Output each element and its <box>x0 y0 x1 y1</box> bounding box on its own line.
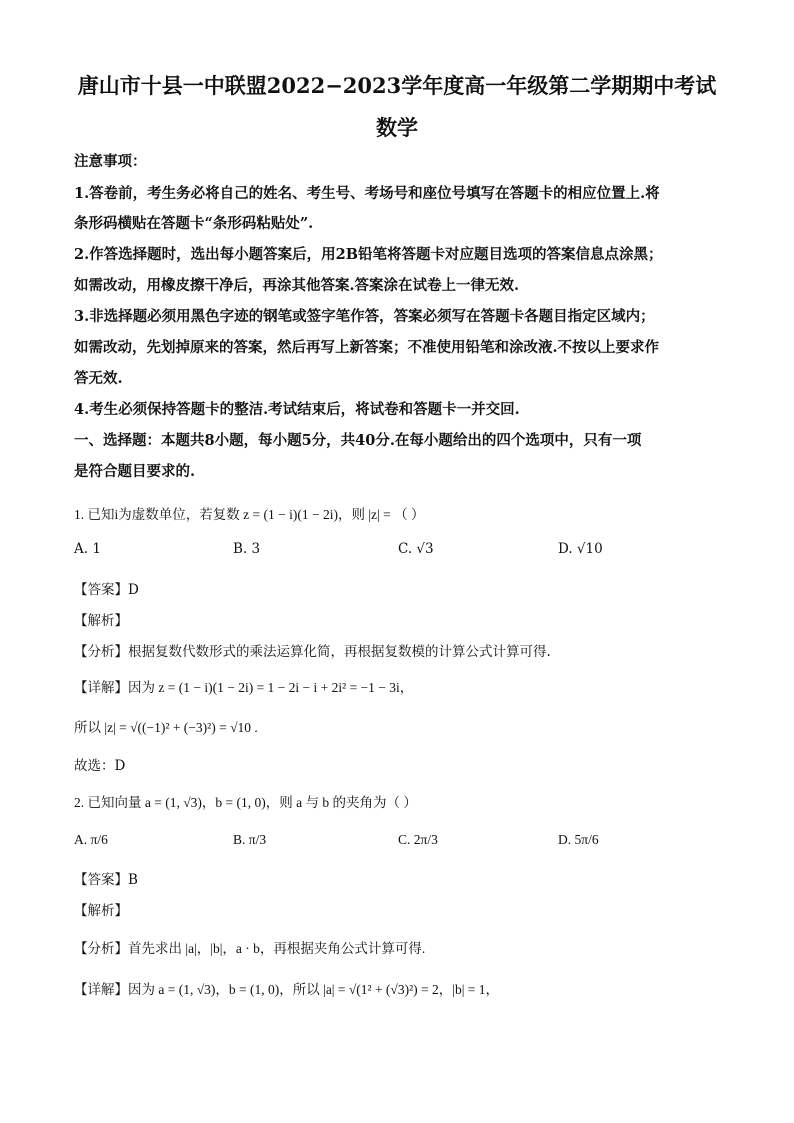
question-1-stem: 1. 已知i为虚数单位，若复数 z = (1 − i)(1 − 2i)，则 |z| = （ ） <box>74 507 425 522</box>
exam-title: 唐山市十县一中联盟2022−2023学年度高一年级第二学期期中考试 <box>77 73 717 98</box>
notice-line: 4.考生必须保持答题卡的整洁.考试结束后，将试卷和答题卡一并交回. <box>74 401 520 418</box>
q1-option-d: D. √10 <box>558 541 603 557</box>
q1-answer: 【答案】D <box>74 582 139 598</box>
question-2-stem: 2. 已知向量 a = (1, √3)，b = (1, 0)，则 a 与 b 的夹角为（ ） <box>74 795 417 810</box>
q2-analysis: 【分析】首先求出 |a|，|b|，a · b，再根据夹角公式计算可得. <box>74 941 426 956</box>
notice-line: 如需改动，用橡皮擦干净后，再涂其他答案.答案涂在试卷上一律无效. <box>74 277 520 294</box>
q1-analysis-label: 【解析】 <box>74 613 128 629</box>
q2-option-d: D. 5π/6 <box>558 832 599 847</box>
q1-option-c: C. √3 <box>398 541 434 557</box>
notice-line: 3.非选择题必须用黑色字迹的钢笔或签字笔作答，答案必须写在答题卡各题目指定区域内； <box>74 308 655 325</box>
q2-option-b: B. π/3 <box>233 832 267 847</box>
notice-line: 2.作答选择题时，选出每小题答案后，用2B铅笔将答题卡对应题目选项的答案信息点涂黑； <box>74 246 663 263</box>
q2-detail: 【详解】因为 a = (1, √3)，b = (1, 0)，所以 |a| = √(1² + (√3)²) = 2，|b| = 1， <box>74 982 500 997</box>
q1-detail: 【详解】因为 z = (1 − i)(1 − 2i) = 1 − 2i − i + 2i² = −1 − 3i， <box>74 680 414 695</box>
q1-analysis: 【分析】根据复数代数形式的乘法运算化简，再根据复数模的计算公式计算可得. <box>74 644 551 660</box>
q2-option-a: A. π/6 <box>74 832 108 847</box>
exam-subject: 数学 <box>376 115 418 140</box>
q1-modulus: 所以 |z| = √((−1)² + (−3)²) = √10 . <box>74 720 258 735</box>
section-heading: 一、选择题：本题共8小题，每小题5分，共40分.在每小题给出的四个选项中，只有一项 <box>74 432 642 449</box>
q2-analysis-label: 【解析】 <box>74 903 128 919</box>
notice-line: 1.答卷前，考生务必将自己的姓名、考生号、考场号和座位号填写在答题卡的相应位置上.将 <box>74 185 660 202</box>
section-heading-cont: 是符合题目要求的. <box>74 463 196 480</box>
q1-choice: 故选：D <box>74 758 126 774</box>
q2-option-c: C. 2π/3 <box>398 832 438 847</box>
notice-line: 答无效. <box>74 370 123 387</box>
notice-line: 如需改动，先划掉原来的答案，然后再写上新答案；不准使用铅笔和涂改液.不按以上要求作 <box>74 339 660 356</box>
notice-heading: 注意事项： <box>74 153 147 170</box>
q1-option-a: A. 1 <box>74 541 101 557</box>
q1-option-b: B. 3 <box>233 541 261 557</box>
q2-answer: 【答案】B <box>74 872 138 888</box>
notice-line: 条形码横贴在答题卡“条形码粘贴处”. <box>74 215 314 232</box>
